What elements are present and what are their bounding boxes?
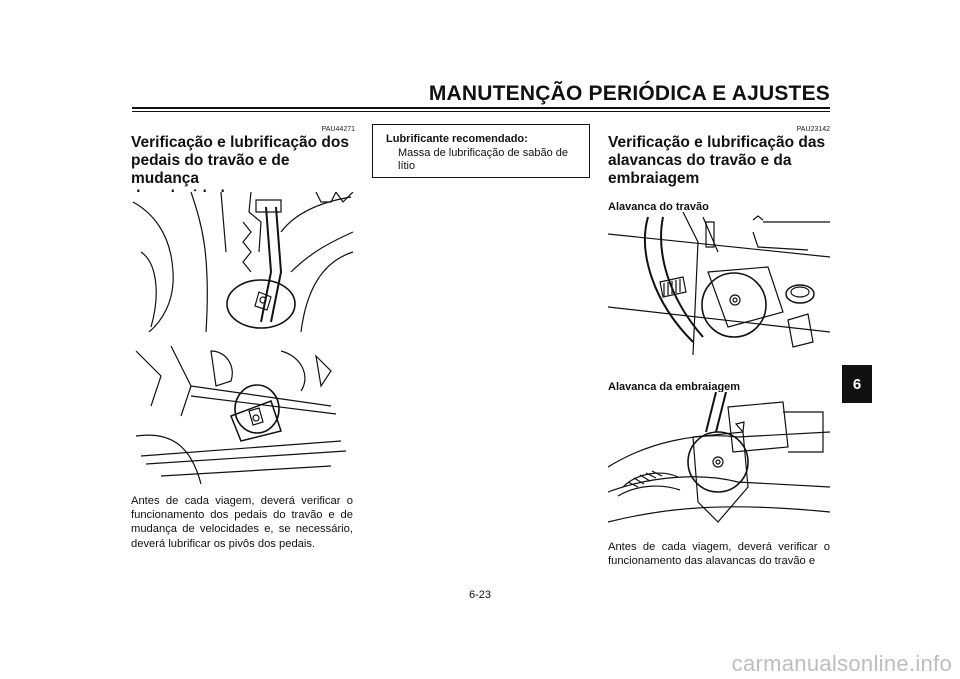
subheading-clutch-lever: Alavanca da embraiagem	[608, 381, 741, 393]
chapter-tab: 6	[842, 365, 872, 403]
section-title-line: de velocidades	[131, 188, 243, 205]
body-text-levers: Antes de cada viagem, deverá verificar o funcionamento das alavancas do travão e	[608, 541, 830, 568]
section-code-left: PAU44271	[321, 126, 355, 133]
lubricant-callout-body: Massa de lubrificação de sabão de lítio	[398, 147, 568, 172]
section-title-line: alavancas do travão e da	[608, 152, 792, 169]
clutch-lever-illustration	[608, 392, 830, 532]
page-header-title: MANUTENÇÃO PERIÓDICA E AJUSTES	[428, 82, 830, 105]
section-title-line: Verificação e lubrificação das	[608, 134, 826, 151]
page-number: 6-23	[468, 589, 492, 601]
section-code-right: PAU23142	[796, 126, 830, 133]
watermark: carmanualsonline.info	[731, 651, 952, 676]
section-title-line: pedais do travão e de mudança	[131, 152, 290, 187]
brake-pedal-illustration	[131, 192, 354, 332]
subheading-brake-lever: Alavanca do travão	[608, 201, 709, 213]
header-rule-thin	[132, 111, 830, 112]
section-title-line: Verificação e lubrificação dos	[131, 134, 349, 151]
brake-lever-illustration	[608, 212, 830, 355]
header-rule	[132, 107, 830, 109]
section-title-levers	[608, 134, 833, 188]
shift-pedal-illustration	[131, 346, 354, 484]
lubricant-callout-title: Lubrificante recomendado:	[386, 133, 528, 145]
section-title-line: embraiagem	[608, 170, 700, 187]
body-text-pedals: Antes de cada viagem, deverá verificar o funcionamento dos pedais do travão e de mudança de velocidades e, se necessário, deverá lubrificar os pivôs dos pedais.	[131, 495, 353, 550]
